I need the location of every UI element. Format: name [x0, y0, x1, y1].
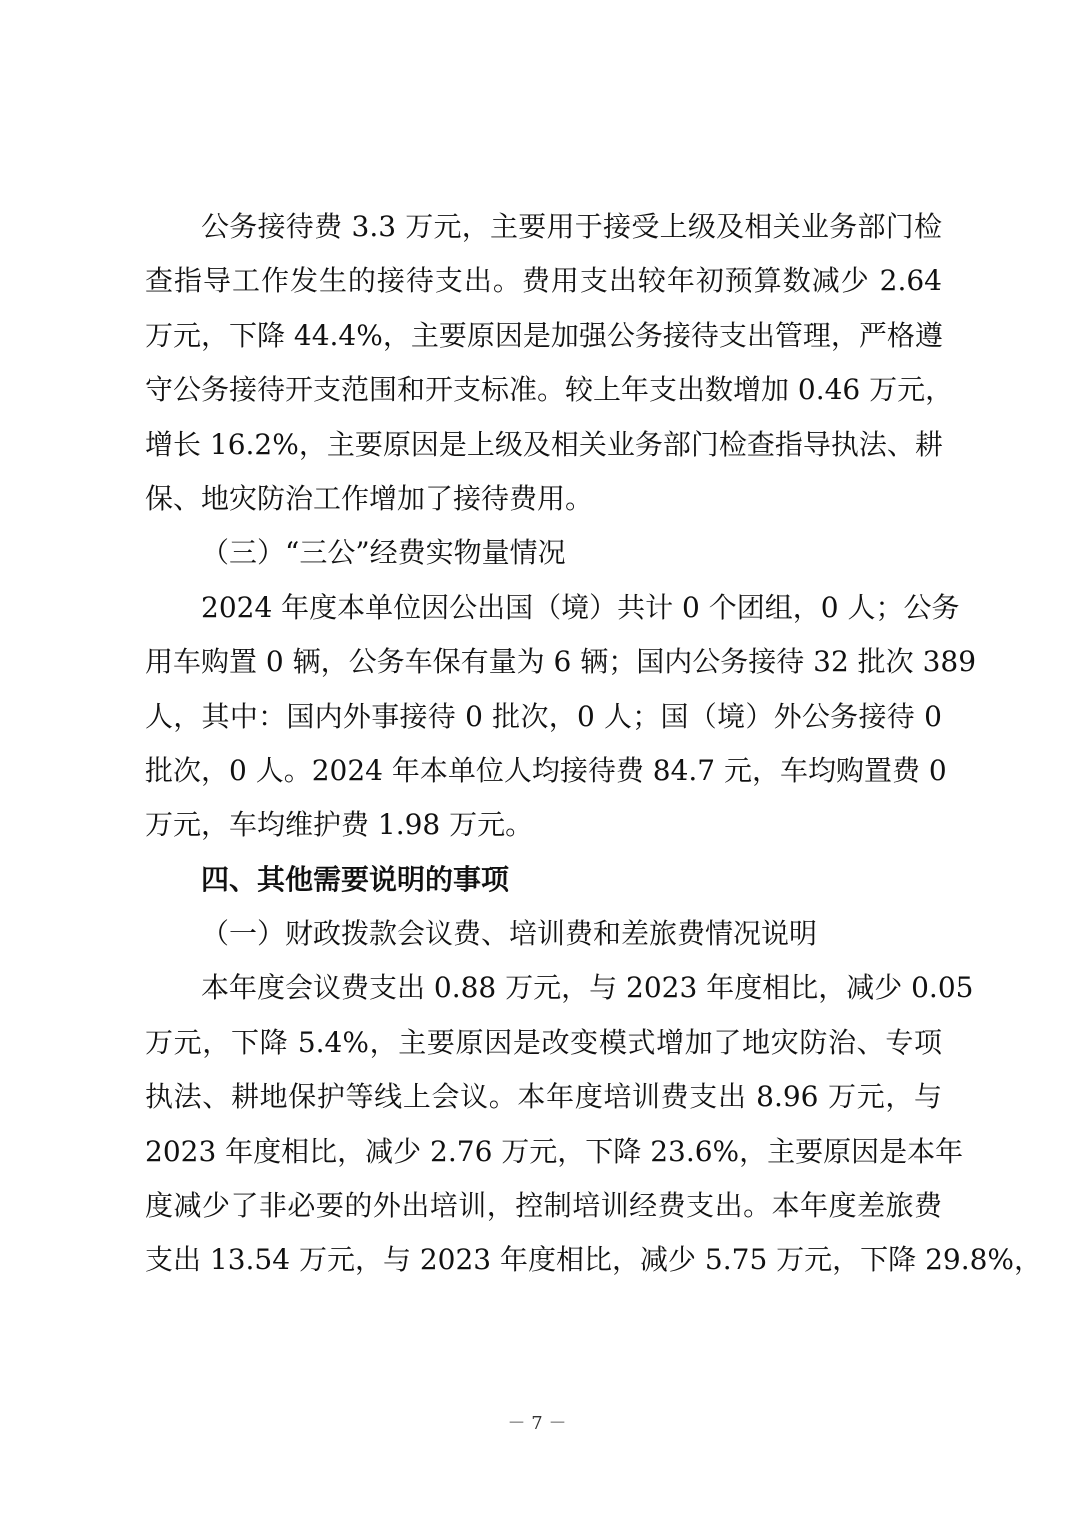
- paragraph: [145, 200, 954, 526]
- text-line: 用车购置 0 辆，公务车保有量为 6 辆；国内公务接待 32 批次 389: [145, 645, 977, 679]
- text-line: 四、其他需要说明的事项: [201, 862, 510, 896]
- text-line: 守公务接待开支范围和开支标准。较上年支出数增加 0.46 万元，: [145, 373, 954, 407]
- text-line: 保、地灾防治工作增加了接待费用。: [145, 481, 594, 515]
- paragraph: [145, 581, 977, 853]
- text-line: 批次，0 人。2024 年本单位人均接待费 84.7 元，车均购置费 0: [145, 753, 947, 787]
- text-line: （三）“三公”经费实物量情况: [201, 536, 566, 570]
- section-heading: [145, 853, 942, 907]
- text-line: 2023 年度相比，减少 2.76 万元，下降 23.6%，主要原因是本年: [145, 1134, 964, 1168]
- text-line: 万元，车均维护费 1.98 万元。: [145, 808, 534, 842]
- text-line: 查指导工作发生的接待支出。费用支出较年初预算数减少 2.64: [145, 264, 942, 298]
- text-line: 支出 13.54 万元，与 2023 年度相比，减少 5.75 万元，下降 29.8%，: [145, 1243, 1043, 1277]
- subsection-heading: [145, 907, 942, 961]
- text-line: 增长 16.2%，主要原因是上级及相关业务部门检查指导执法、耕: [145, 427, 943, 461]
- subsection-heading: [145, 526, 942, 580]
- text-line: （一）财政拨款会议费、培训费和差旅费情况说明: [201, 917, 818, 951]
- text-line: 万元，下降 44.4%，主要原因是加强公务接待支出管理，严格遵: [145, 318, 943, 352]
- text-line: 2024 年度本单位因公出国（境）共计 0 个团组，0 人；公务: [201, 590, 960, 624]
- paragraph: [145, 961, 1043, 1287]
- page-number: － 7 －: [507, 1413, 567, 1434]
- text-line: 执法、耕地保护等线上会议。本年度培训费支出 8.96 万元，与: [145, 1080, 942, 1114]
- text-line: 本年度会议费支出 0.88 万元，与 2023 年度相比，减少 0.05: [201, 971, 974, 1005]
- text-line: 公务接待费 3.3 万元，主要用于接受上级及相关业务部门检: [201, 210, 942, 243]
- text-line: 人，其中：国内外事接待 0 批次，0 人；国（境）外公务接待 0: [145, 699, 942, 733]
- text-line: 万元，下降 5.4%，主要原因是改变模式增加了地灾防治、专项: [145, 1025, 942, 1059]
- document-body: [145, 200, 1043, 1288]
- text-line: 度减少了非必要的外出培训，控制培训经费支出。本年度差旅费: [145, 1189, 942, 1223]
